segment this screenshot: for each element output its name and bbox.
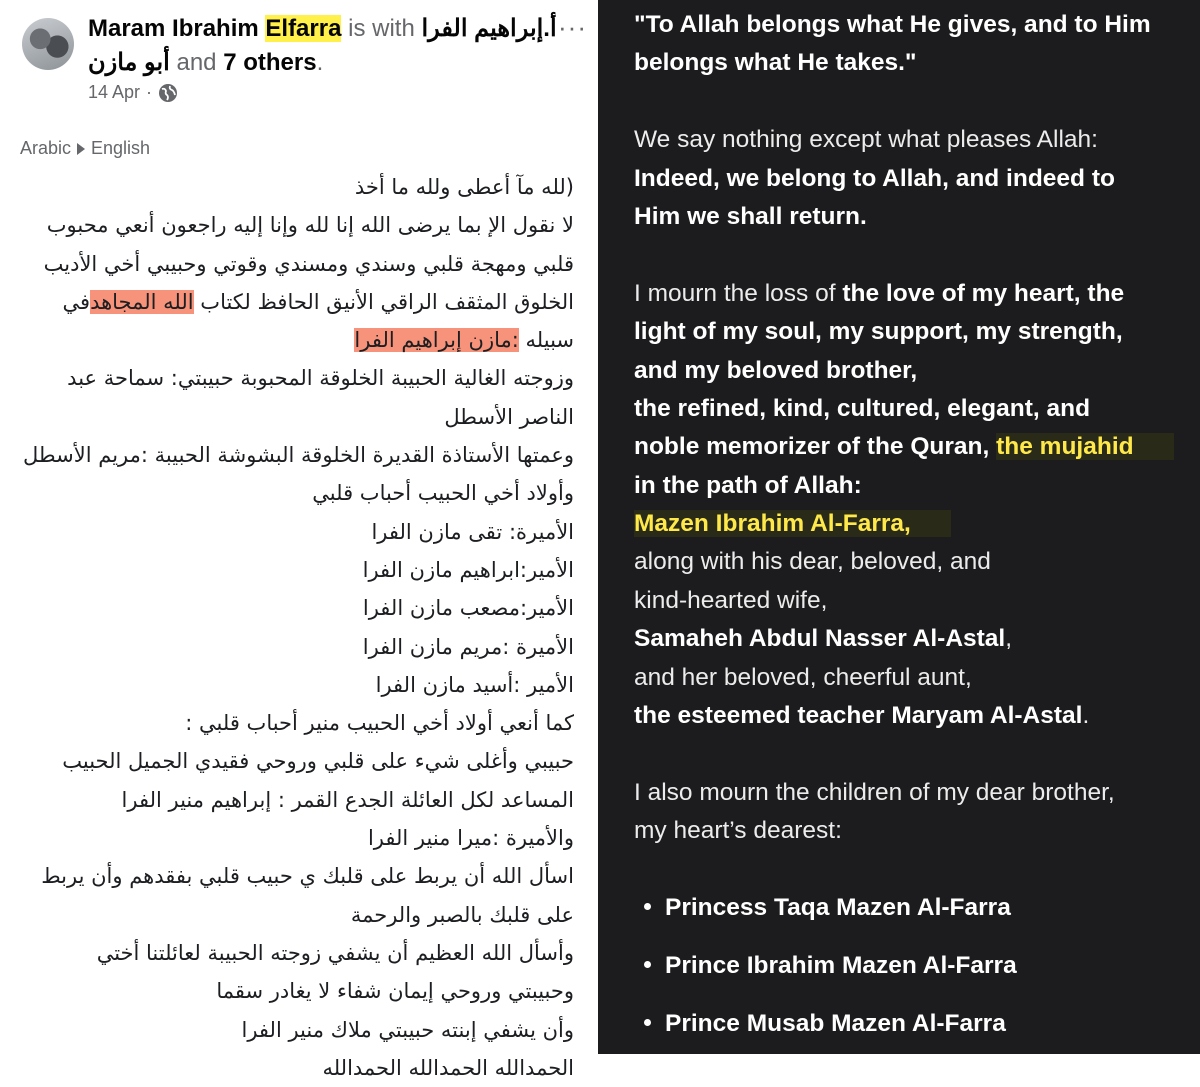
text-line: I also mourn the children of my dear brother, xyxy=(634,778,1115,806)
arabic-text-line: وأسأل الله العظيم أن يشفي زوجته الحبيبة لعائلتنا أختي xyxy=(96,940,574,965)
tagged-name[interactable]: أ.إبراهيم الفرا أبو مازن xyxy=(88,15,557,76)
arabic-text-line: وأولاد أخي الحبيب أحباب قلبي xyxy=(312,481,574,506)
arabic-post-text xyxy=(14,168,574,1087)
author-name[interactable]: Maram Ibrahim xyxy=(88,15,259,42)
arabic-text-line: حبيبي وأغلى شيء على قلبي وروحي فقيدي الجميل الحبيب xyxy=(62,749,574,774)
arabic-text-line: كما أنعي أولاد أخي الحبيب منير أحباب قلبي : xyxy=(185,711,574,736)
arabic-text-line: وعمتها الأستاذة القديرة الخلوقة البشوشة الحبيبة :مريم الأسطل xyxy=(23,443,574,468)
text-line: the refined, kind, cultured, elegant, and xyxy=(634,394,1091,422)
arabic-text-line: قلبي ومهجة قلبي وسندي ومسندي وقوتي وحبيبي أخي الأديب xyxy=(43,251,574,276)
translation-toggle[interactable] xyxy=(20,138,150,159)
arabic-text-line: الأمير:مصعب مازن الفرا xyxy=(362,596,574,621)
text-line: the love of my heart, the xyxy=(842,279,1125,307)
english-translation: "To Allah belongs what He gives, and to Him belongs what He takes." We say nothing except what pleases Allah: Indeed, we belong to Allah, and indeed to Him we shall return. I mourn the loss of the love of my heart, the light of my soul, my support, my strength, and my beloved brother, the refined, kind, cultured, elegant, and noble memorizer of the Quran, the mujahid in the path of Allah: Mazen Ibrahim Al-Farra, along with his dear, beloved, and kind-hearted wife, Samaheh Abdul Nasser Al-Astal, and her beloved, cheerful aunt, the esteemed teacher Maryam Al-Astal. I also mourn the children of my dear brother, my heart’s dearest: Princess Taqa Mazen Al-Farra Prince Ibrahim Mazen Al-Farra Prince Musab Mazen Al-Farra xyxy=(634,6,1194,1063)
arabic-text-line: الناصر الأسطل xyxy=(444,404,574,429)
text-line: along with his dear, beloved, and xyxy=(634,548,991,576)
arabic-text-line: اسأل الله أن يربط على قلبك ي حبيب قلبي بفقدهم وأن يربط xyxy=(41,864,574,889)
text-line: in the path of Allah: xyxy=(634,471,862,499)
text-line: I mourn the loss of xyxy=(634,279,843,307)
arabic-text-line: الحمدالله الحمدالله الحمدالله xyxy=(322,1055,574,1080)
globe-icon xyxy=(158,83,178,103)
text-line: Him we shall return. xyxy=(634,202,867,230)
text-line: Samaheh Abdul Nasser Al-Astal xyxy=(634,625,1006,653)
arabic-text-line: الأميرة :مريم مازن الفرا xyxy=(362,634,574,659)
list-item: Prince Ibrahim Mazen Al-Farra xyxy=(634,947,1194,1005)
arrow-right-icon xyxy=(77,143,85,155)
bullet-icon xyxy=(644,1019,651,1026)
author-name-highlight[interactable]: Elfarra xyxy=(265,15,342,42)
arabic-text-line: الأميرة: تقى مازن الفرا xyxy=(371,519,574,544)
arabic-text-line: على قلبك بالصبر والرحمة xyxy=(350,902,574,927)
arabic-text-line: الخلوق المثقف الراقي الأنيق الحافظ لكتاب الله المجاهدفي xyxy=(62,289,574,314)
text-line: light of my soul, my support, my strength, xyxy=(634,318,1123,346)
with-text: is with xyxy=(348,15,415,42)
arabic-text-line: لا نقول الإ بما يرضى الله إنا لله وإنا إليه راجعون أنعي محبوب xyxy=(46,213,574,238)
text-line: and her beloved, cheerful aunt, xyxy=(634,663,972,691)
and-text: and xyxy=(176,49,217,76)
arabic-text-line: والأميرة :ميرا منير الفرا xyxy=(367,826,574,851)
translation-target: English xyxy=(91,138,151,158)
highlighted-text: the mujahid xyxy=(996,433,1173,460)
avatar[interactable] xyxy=(22,18,74,70)
highlighted-name: Mazen Ibrahim Al-Farra, xyxy=(634,510,951,537)
text-line: Indeed, we belong to Allah, and indeed to xyxy=(634,164,1115,192)
arabic-text-line: (لله مآ أعطى ولله ما أخذ xyxy=(354,175,574,199)
more-options-icon[interactable]: ··· xyxy=(558,12,587,42)
highlighted-text: :مازن إبراهيم الفرا xyxy=(354,328,519,353)
list-item: Prince Musab Mazen Al-Farra xyxy=(634,1005,1194,1063)
arabic-text-line: الأمير:ابراهيم مازن الفرا xyxy=(362,557,574,582)
arabic-text-line: المساعد لكل العائلة الجدع القمر : إبراهيم منير الفرا xyxy=(121,787,574,812)
text-line: "To Allah belongs what He gives, and to Him xyxy=(634,11,1151,38)
highlighted-text: الله المجاهد xyxy=(90,289,194,314)
text-line: my heart’s dearest: xyxy=(634,817,842,845)
post-date[interactable]: 14 Apr xyxy=(88,82,141,102)
text-line: belongs what He takes." xyxy=(634,49,917,77)
others-link[interactable]: 7 others xyxy=(223,49,317,76)
text-line: the esteemed teacher Maryam Al-Astal xyxy=(634,702,1083,730)
arabic-text-line: وحبيبتي وروحي إيمان شفاء لا يغادر سقما xyxy=(216,979,574,1004)
bullet-icon xyxy=(644,961,651,968)
translation-source: Arabic xyxy=(20,138,72,158)
arabic-text-line: وأن يشفي إبنته حبيبتي ملاك منير الفرا xyxy=(241,1017,574,1042)
post-meta: 14 Apr · xyxy=(88,82,178,103)
arabic-text-line: وزوجته الغالية الحبيبة الخلوقة المحبوبة حبيبتي: سماحة عبد xyxy=(67,366,574,391)
bullet-icon xyxy=(644,903,651,910)
text-line: noble memorizer of the Quran, xyxy=(634,433,997,461)
text-line: We say nothing except what pleases Allah: xyxy=(634,126,1098,154)
text-line: and my beloved brother, xyxy=(634,356,918,384)
arabic-text-line: الأمير :أسيد مازن الفرا xyxy=(375,672,574,697)
arabic-text-line: سبيله :مازن إبراهيم الفرا xyxy=(354,328,574,353)
list-item: Princess Taqa Mazen Al-Farra xyxy=(634,889,1194,947)
facebook-post-panel xyxy=(0,0,598,1080)
text-line: kind-hearted wife, xyxy=(634,586,828,614)
post-header: Maram Ibrahim Elfarra is with أ.إبراهيم الفرا أبو مازن and 7 others. xyxy=(88,15,557,76)
